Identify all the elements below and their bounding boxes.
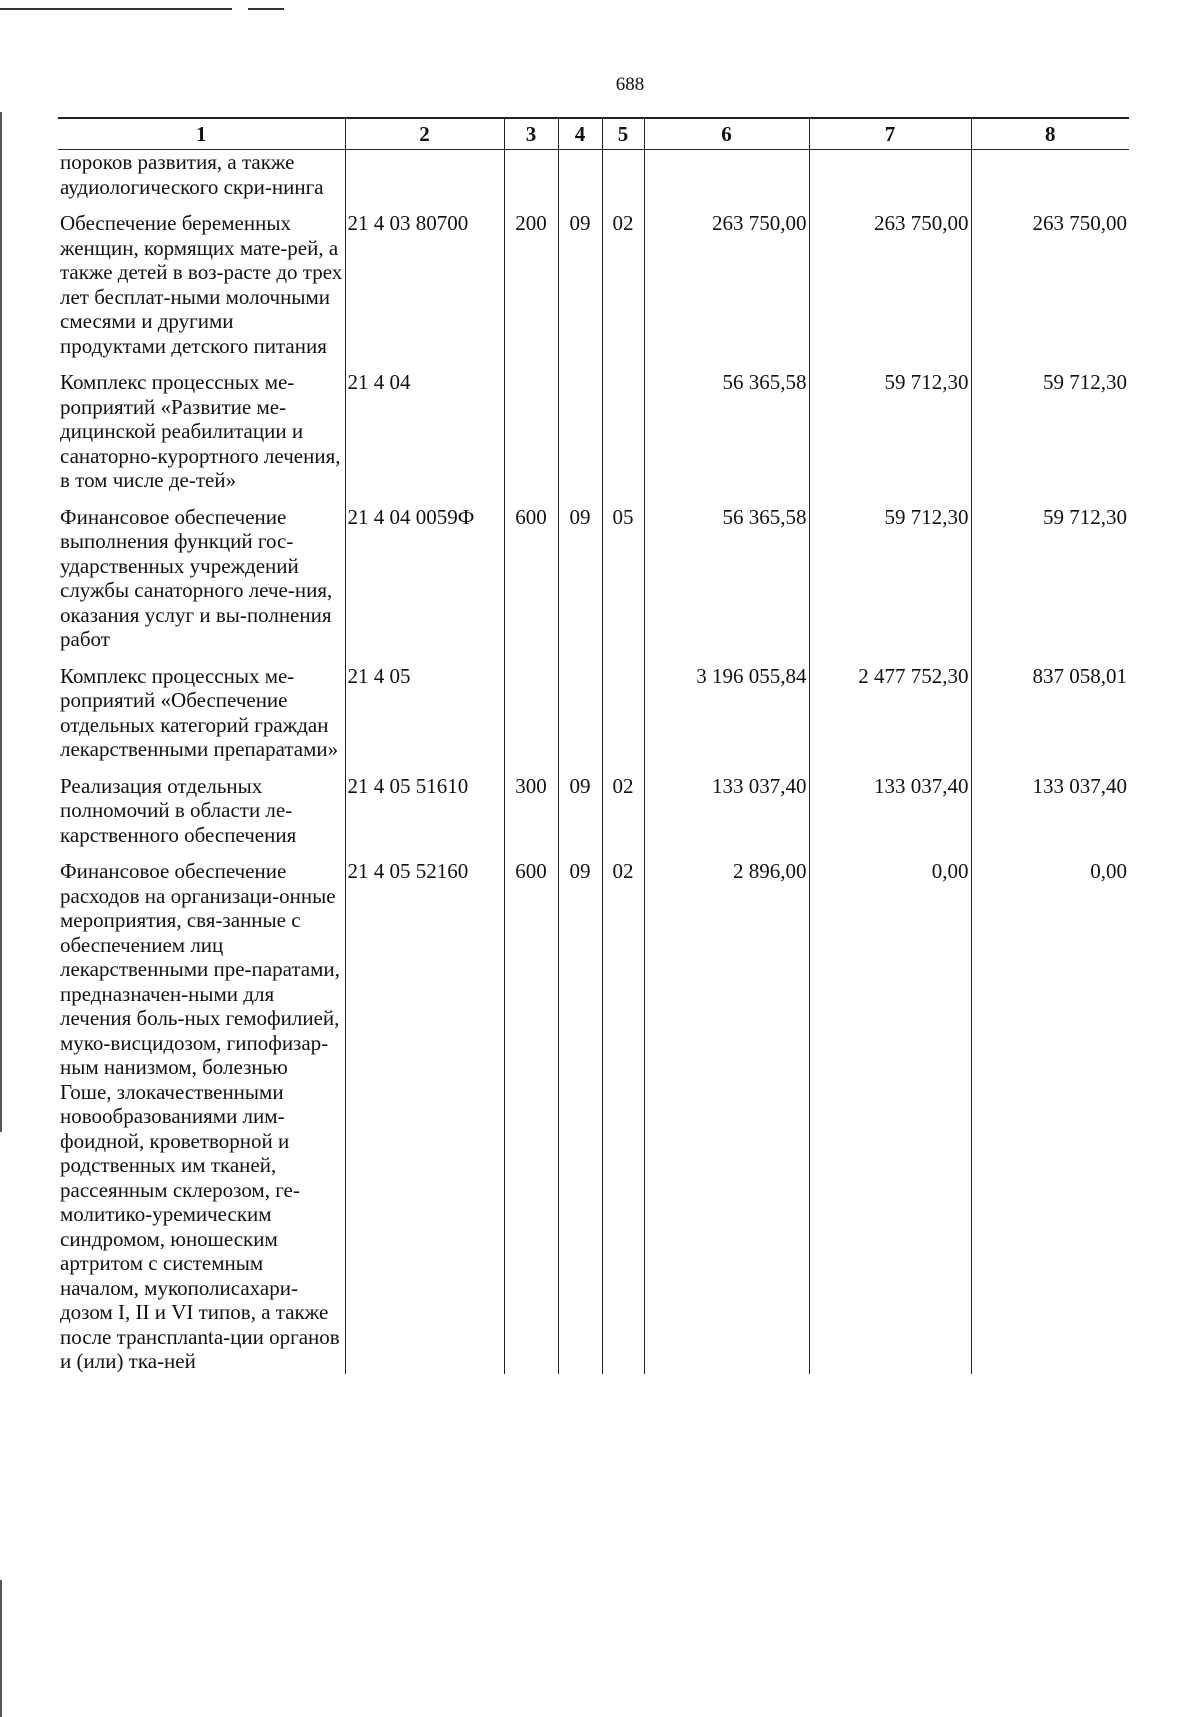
column-header: 2 xyxy=(345,118,504,150)
row-name: Комплекс процессных ме-роприятий «Обеспечение отдельных категорий граждан лекарственными препаратами» xyxy=(58,664,345,774)
column-header: 7 xyxy=(809,118,971,150)
row-value-6: 133 037,40 xyxy=(644,774,809,860)
top-rule-right xyxy=(248,8,284,10)
table-row xyxy=(58,370,1129,505)
row-c4: 09 xyxy=(558,774,602,860)
row-c5: 02 xyxy=(602,859,644,1374)
row-c3 xyxy=(504,150,558,212)
row-value-8: 133 037,40 xyxy=(1032,773,1127,798)
row-code xyxy=(345,150,504,212)
budget-table xyxy=(58,117,1129,1374)
table-row xyxy=(58,664,1129,774)
row-value-7 xyxy=(809,150,971,212)
row-c5 xyxy=(602,150,644,212)
row-c5: 05 xyxy=(602,505,644,664)
row-value-7: 59 712,30 xyxy=(809,505,971,664)
row-name: Реализация отдельных полномочий в области ле-карственного обеспечения xyxy=(58,774,345,860)
row-value-7: 2 477 752,30 xyxy=(809,664,971,774)
row-c4: 09 xyxy=(558,211,602,370)
row-c4 xyxy=(558,150,602,212)
table-row xyxy=(58,211,1129,370)
row-c5: 02 xyxy=(602,211,644,370)
row-value-8: 59 712,30 xyxy=(1043,504,1127,529)
column-header: 4 xyxy=(558,118,602,150)
row-c5: 02 xyxy=(602,774,644,860)
row-c4 xyxy=(558,664,602,774)
row-value-8 xyxy=(971,150,1129,212)
row-c4: 09 xyxy=(558,859,602,1374)
row-c3 xyxy=(504,664,558,774)
column-header: 3 xyxy=(504,118,558,150)
row-c5 xyxy=(602,370,644,505)
row-value-7: 59 712,30 xyxy=(809,370,971,505)
row-c4 xyxy=(558,370,602,505)
row-name: пороков развития, а также аудиологического скри-нинга xyxy=(58,150,345,212)
row-value-6 xyxy=(644,150,809,212)
row-name: Финансовое обеспечение расходов на организаци-онные мероприятия, свя-занные с обеспечением лиц лекарственными пре-паратами, предназначен-ными для лечения боль-ных гемофилией, муко-висцидозом, гипофизар-ным нанизмом, болезнью Гоше, злокачественными новообразованиями лим-фоидной, кроветворной и родственных им тканей, рассеянным склерозом, ге-молитико-уремическим синдромом, юношеским артритом с системным началом, мукополисахари-дозом I, II и VI типов, а также после трансплanta-ции органов и (или) тка-ней xyxy=(58,859,345,1374)
row-c3: 200 xyxy=(504,211,558,370)
column-header: 1 xyxy=(58,118,345,150)
row-c3 xyxy=(504,370,558,505)
row-value-6: 56 365,58 xyxy=(644,505,809,664)
table-row xyxy=(58,505,1129,664)
row-value-6: 3 196 055,84 xyxy=(644,664,809,774)
left-margin-line-lower xyxy=(0,1580,2,1717)
row-value-6: 2 896,00 xyxy=(644,859,809,1374)
table-row xyxy=(58,859,1129,1374)
row-name: Финансовое обеспечение выполнения функций гос-ударственных учреждений службы санаторного лече-ния, оказания услуг и вы-полнения работ xyxy=(58,505,345,664)
row-code: 21 4 04 0059Ф xyxy=(345,505,504,664)
row-value-8: 59 712,30 xyxy=(1043,370,1127,394)
column-header: 5 xyxy=(602,118,644,150)
row-value-7: 0,00 xyxy=(809,859,971,1374)
row-code: 21 4 03 80700 xyxy=(345,211,504,370)
row-name: Обеспечение беременных женщин, кормящих мате-рей, а также детей в воз-расте до трех лет бесплат-ными молочными смесями и другими продуктами детского питания xyxy=(58,211,345,370)
column-header: 6 xyxy=(644,118,809,150)
table-row xyxy=(58,150,1129,212)
row-c3: 300 xyxy=(504,774,558,860)
row-value-7: 133 037,40 xyxy=(809,774,971,860)
table-row xyxy=(58,774,1129,860)
row-code: 21 4 04 xyxy=(345,370,504,505)
row-value-6: 263 750,00 xyxy=(644,211,809,370)
row-code: 21 4 05 xyxy=(345,664,504,774)
top-rule-left xyxy=(0,8,232,10)
row-value-6: 56 365,58 xyxy=(644,370,809,505)
row-value-8: 0,00 xyxy=(1090,859,1127,883)
row-c3: 600 xyxy=(504,505,558,664)
row-value-8: 837 058,01 xyxy=(1032,663,1127,688)
row-code: 21 4 05 51610 xyxy=(345,774,504,860)
left-margin-line xyxy=(0,112,2,1132)
row-c3: 600 xyxy=(504,859,558,1374)
row-value-7: 263 750,00 xyxy=(809,211,971,370)
table-header-row xyxy=(58,118,1129,150)
row-code: 21 4 05 52160 xyxy=(345,859,504,1374)
row-c4: 09 xyxy=(558,505,602,664)
row-c5 xyxy=(602,664,644,774)
page-number: 688 xyxy=(615,74,645,95)
column-header: 8 xyxy=(971,118,1129,150)
row-value-8: 263 750,00 xyxy=(1032,211,1127,235)
row-name: Комплекс процессных ме-роприятий «Развитие ме-дицинской реабилитации и санаторно-курортного лечения, в том числе де-тей» xyxy=(58,370,345,505)
